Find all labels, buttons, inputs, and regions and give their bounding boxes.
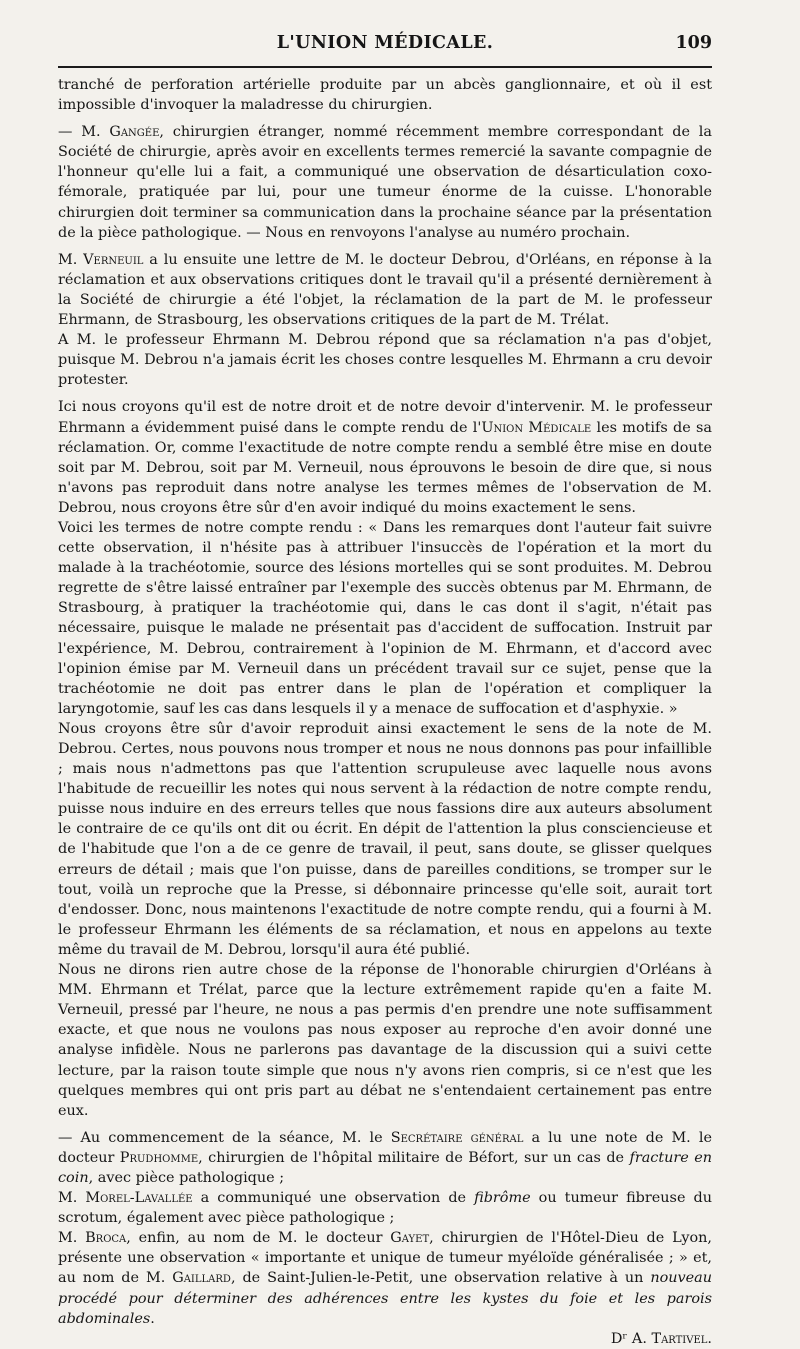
paragraph bbox=[58, 122, 712, 243]
paragraph bbox=[58, 960, 712, 1121]
small-caps-name: Broca bbox=[85, 1230, 127, 1247]
running-title: L'UNION MÉDICALE. bbox=[276, 33, 494, 53]
text-run: Nous croyons être sûr d'avoir reproduit ainsi exactement le sens de la note de M. Debrou. Certes, nous pouvons nous tromper et nous ne nous donnons pas pour infaillible ; mais nous n'admettons pas que l'attention scrupuleuse avec laquelle nous avons l'habitude de recueillir les notes qui nous servent à la rédaction de notre compte rendu, puisse nous induire en des erreurs telles que nous fassions dire aux auteurs absolument le contraire de ce qu'ils ont dit ou écrit. En dépit de l'attention la plus consciencieuse et de l'habitude que l'on a de ce genre de travail, il peut, sans doute, se glisser quelques erreurs de détail ; mais que l'on puisse, dans de pareilles conditions, se tromper sur le tout, voilà un reproche que la Presse, si débonnaire princesse qu'elle soit, aurait tort d'endosser. Donc, nous maintenons l'exactitude de notre compte rendu, qui a fourni à M. le professeur Ehrmann les éléments de sa réclamation, et nous en appelons au texte même du travail de M. Debrou, lorsqu'il aura été publié. bbox=[58, 720, 712, 958]
paragraph bbox=[58, 1228, 712, 1328]
paragraph bbox=[58, 719, 712, 960]
small-caps-name: Gangée bbox=[109, 124, 160, 141]
signature-name: Tartivel. bbox=[651, 1330, 712, 1347]
paragraph bbox=[58, 1188, 712, 1228]
paragraph bbox=[58, 397, 712, 518]
italic-term: fracture en coin bbox=[58, 1149, 712, 1186]
text-run: Ici nous croyons qu'il est de notre droit et de notre devoir d'intervenir. M. le professeur Ehrmann a évidemment puisé dans le compte rendu de l' bbox=[58, 399, 712, 436]
paragraph bbox=[58, 1128, 712, 1188]
text-run: a lu une note de M. le docteur bbox=[58, 1129, 712, 1166]
paragraph bbox=[58, 75, 712, 115]
small-caps-name: Prudhomme bbox=[119, 1149, 199, 1166]
paragraph bbox=[58, 518, 712, 719]
small-caps-name: Gaillard bbox=[172, 1270, 231, 1287]
text-run: , de Saint-Julien-le-Petit, une observation relative à un bbox=[230, 1270, 651, 1287]
text-run: ou tumeur fibreuse du scrotum, également avec pièce pathologique ; bbox=[58, 1190, 712, 1227]
small-caps-name: Gayet bbox=[390, 1230, 430, 1247]
text-run: , chirurgien de l'Hôtel-Dieu de Lyon, présente une observation « importante et unique de tumeur myéloïde généralisée ; » et, au nom de M. bbox=[58, 1230, 713, 1287]
small-caps-name: Secrétaire général bbox=[390, 1129, 524, 1146]
text-run: M. bbox=[58, 251, 84, 268]
body-text bbox=[58, 75, 712, 1349]
text-run: , chirurgien étranger, nommé récemment membre correspondant de la Société de chirurgie, après avoir en excellents termes remercié la savante compagnie de l'honneur qu'elle lui a fait, a communiqué une observation de désarticulation coxo-fémorale, pratiquée par lui, pour une tumeur énorme de la cuisse. L'honorable chirurgien doit terminer sa communication dans la prochaine séance par la présentation de la pièce pathologique. — Nous en renvoyons l'analyse au numéro prochain. bbox=[58, 124, 712, 241]
text-run: M. bbox=[58, 1230, 86, 1247]
text-run: Voici les termes de notre compte rendu : « Dans les remarques dont l'auteur fait suivre cette observation, il n'hésite pas à attribuer l'insuccès de l'opération et la mort du malade à la trachéotomie, source des lésions mortelles qui se sont produites. M. Debrou regrette de s'être laissé entraîner par l'exemple des succès obtenus par M. Ehrmann, de Strasbourg, à pratiquer la trachéotomie qui, dans le cas dont il s'agit, n'était pas nécessaire, puisque le malade ne présentait pas d'accident de suffocation. Instruit par l'expérience, M. Debrou, contrairement à l'opinion de M. Ehrmann, et d'accord avec l'opinion émise par M. Verneuil dans un précédent travail sur ce sujet, pense que la trachéotomie ne doit pas entrer dans le plan de l'opération et compliquer la laryngotomie, sauf les cas dans lesquels il y a menace de suffocation et d'asphyxie. » bbox=[58, 519, 712, 717]
page-number: 109 bbox=[675, 33, 712, 53]
small-caps-name: Verneuil bbox=[83, 251, 144, 268]
text-run: les motifs de sa réclamation. Or, comme l'exactitude de notre compte rendu a semblé être mise en doute soit par M. Debrou, soit par M. Verneuil, nous éprouvons le besoin de dire que, si nous n'avons pas reproduit dans notre analyse les termes mêmes de l'observation de M. Debrou, nous croyons être sûr d'en avoir indiqué du moins exactement le sens. bbox=[58, 419, 712, 516]
text-run: . bbox=[150, 1310, 155, 1327]
text-run: tranché de perforation artérielle produite par un abcès ganglionnaire, et où il est impossible d'invoquer la maladresse du chirurgien. bbox=[58, 77, 712, 114]
text-run: a lu ensuite une lettre de M. le docteur Debrou, d'Orléans, en réponse à la réclamation et aux observations critiques dont le travail qu'il a présenté dernièrement à la Société de chirurgie a été l'objet, la réclamation de la part de M. le professeur Ehrmann, de Strasbourg, les observations critiques de la part de M. Trélat. bbox=[58, 251, 712, 329]
signature bbox=[58, 1329, 712, 1349]
italic-term: nouveau procédé pour déterminer des adhérences entre les kystes du foie et les parois abdominales bbox=[58, 1270, 713, 1327]
paragraph bbox=[58, 330, 712, 390]
small-caps-name: Morel-Lavallée bbox=[85, 1190, 193, 1207]
text-run: , avec pièce pathologique ; bbox=[88, 1169, 285, 1186]
text-run: a communiqué une observation de bbox=[192, 1190, 475, 1207]
page-header bbox=[58, 33, 712, 61]
text-run: , chirurgien de l'hôpital militaire de Béfort, sur un cas de bbox=[198, 1149, 630, 1166]
small-caps-name: Union Médicale bbox=[481, 419, 592, 436]
signature-prefix: Dʳ A. bbox=[610, 1330, 652, 1347]
text-run: , enfin, au nom de M. le docteur bbox=[126, 1230, 391, 1247]
text-run: — M. bbox=[58, 124, 110, 141]
text-run: M. bbox=[58, 1190, 86, 1207]
text-run: A M. le professeur Ehrmann M. Debrou répond que sa réclamation n'a pas d'objet, puisque M. Debrou n'a jamais écrit les choses contre lesquelles M. Ehrmann a cru devoir protester. bbox=[58, 332, 712, 389]
text-run: Nous ne dirons rien autre chose de la réponse de l'honorable chirurgien d'Orléans à MM. Ehrmann et Trélat, parce que la lecture extrêmement rapide qu'en a faite M. Verneuil, pressé par l'heure, ne nous a pas permis d'en prendre une note suffisamment exacte, et que nous ne voulons pas nous exposer au reproche d'en avoir donné une analyse infidèle. Nous ne parlerons pas davantage de la discussion qui a suivi cette lecture, par la raison toute simple que nous n'y avons rien compris, si ce n'est que les quelques membres qui ont pris part au débat ne s'entendaient certainement pas entre eux. bbox=[58, 962, 712, 1119]
header-rule bbox=[58, 66, 712, 68]
italic-term: fibrôme bbox=[474, 1190, 531, 1207]
paragraph bbox=[58, 250, 712, 330]
text-run: — Au commencement de la séance, M. le bbox=[58, 1129, 391, 1146]
